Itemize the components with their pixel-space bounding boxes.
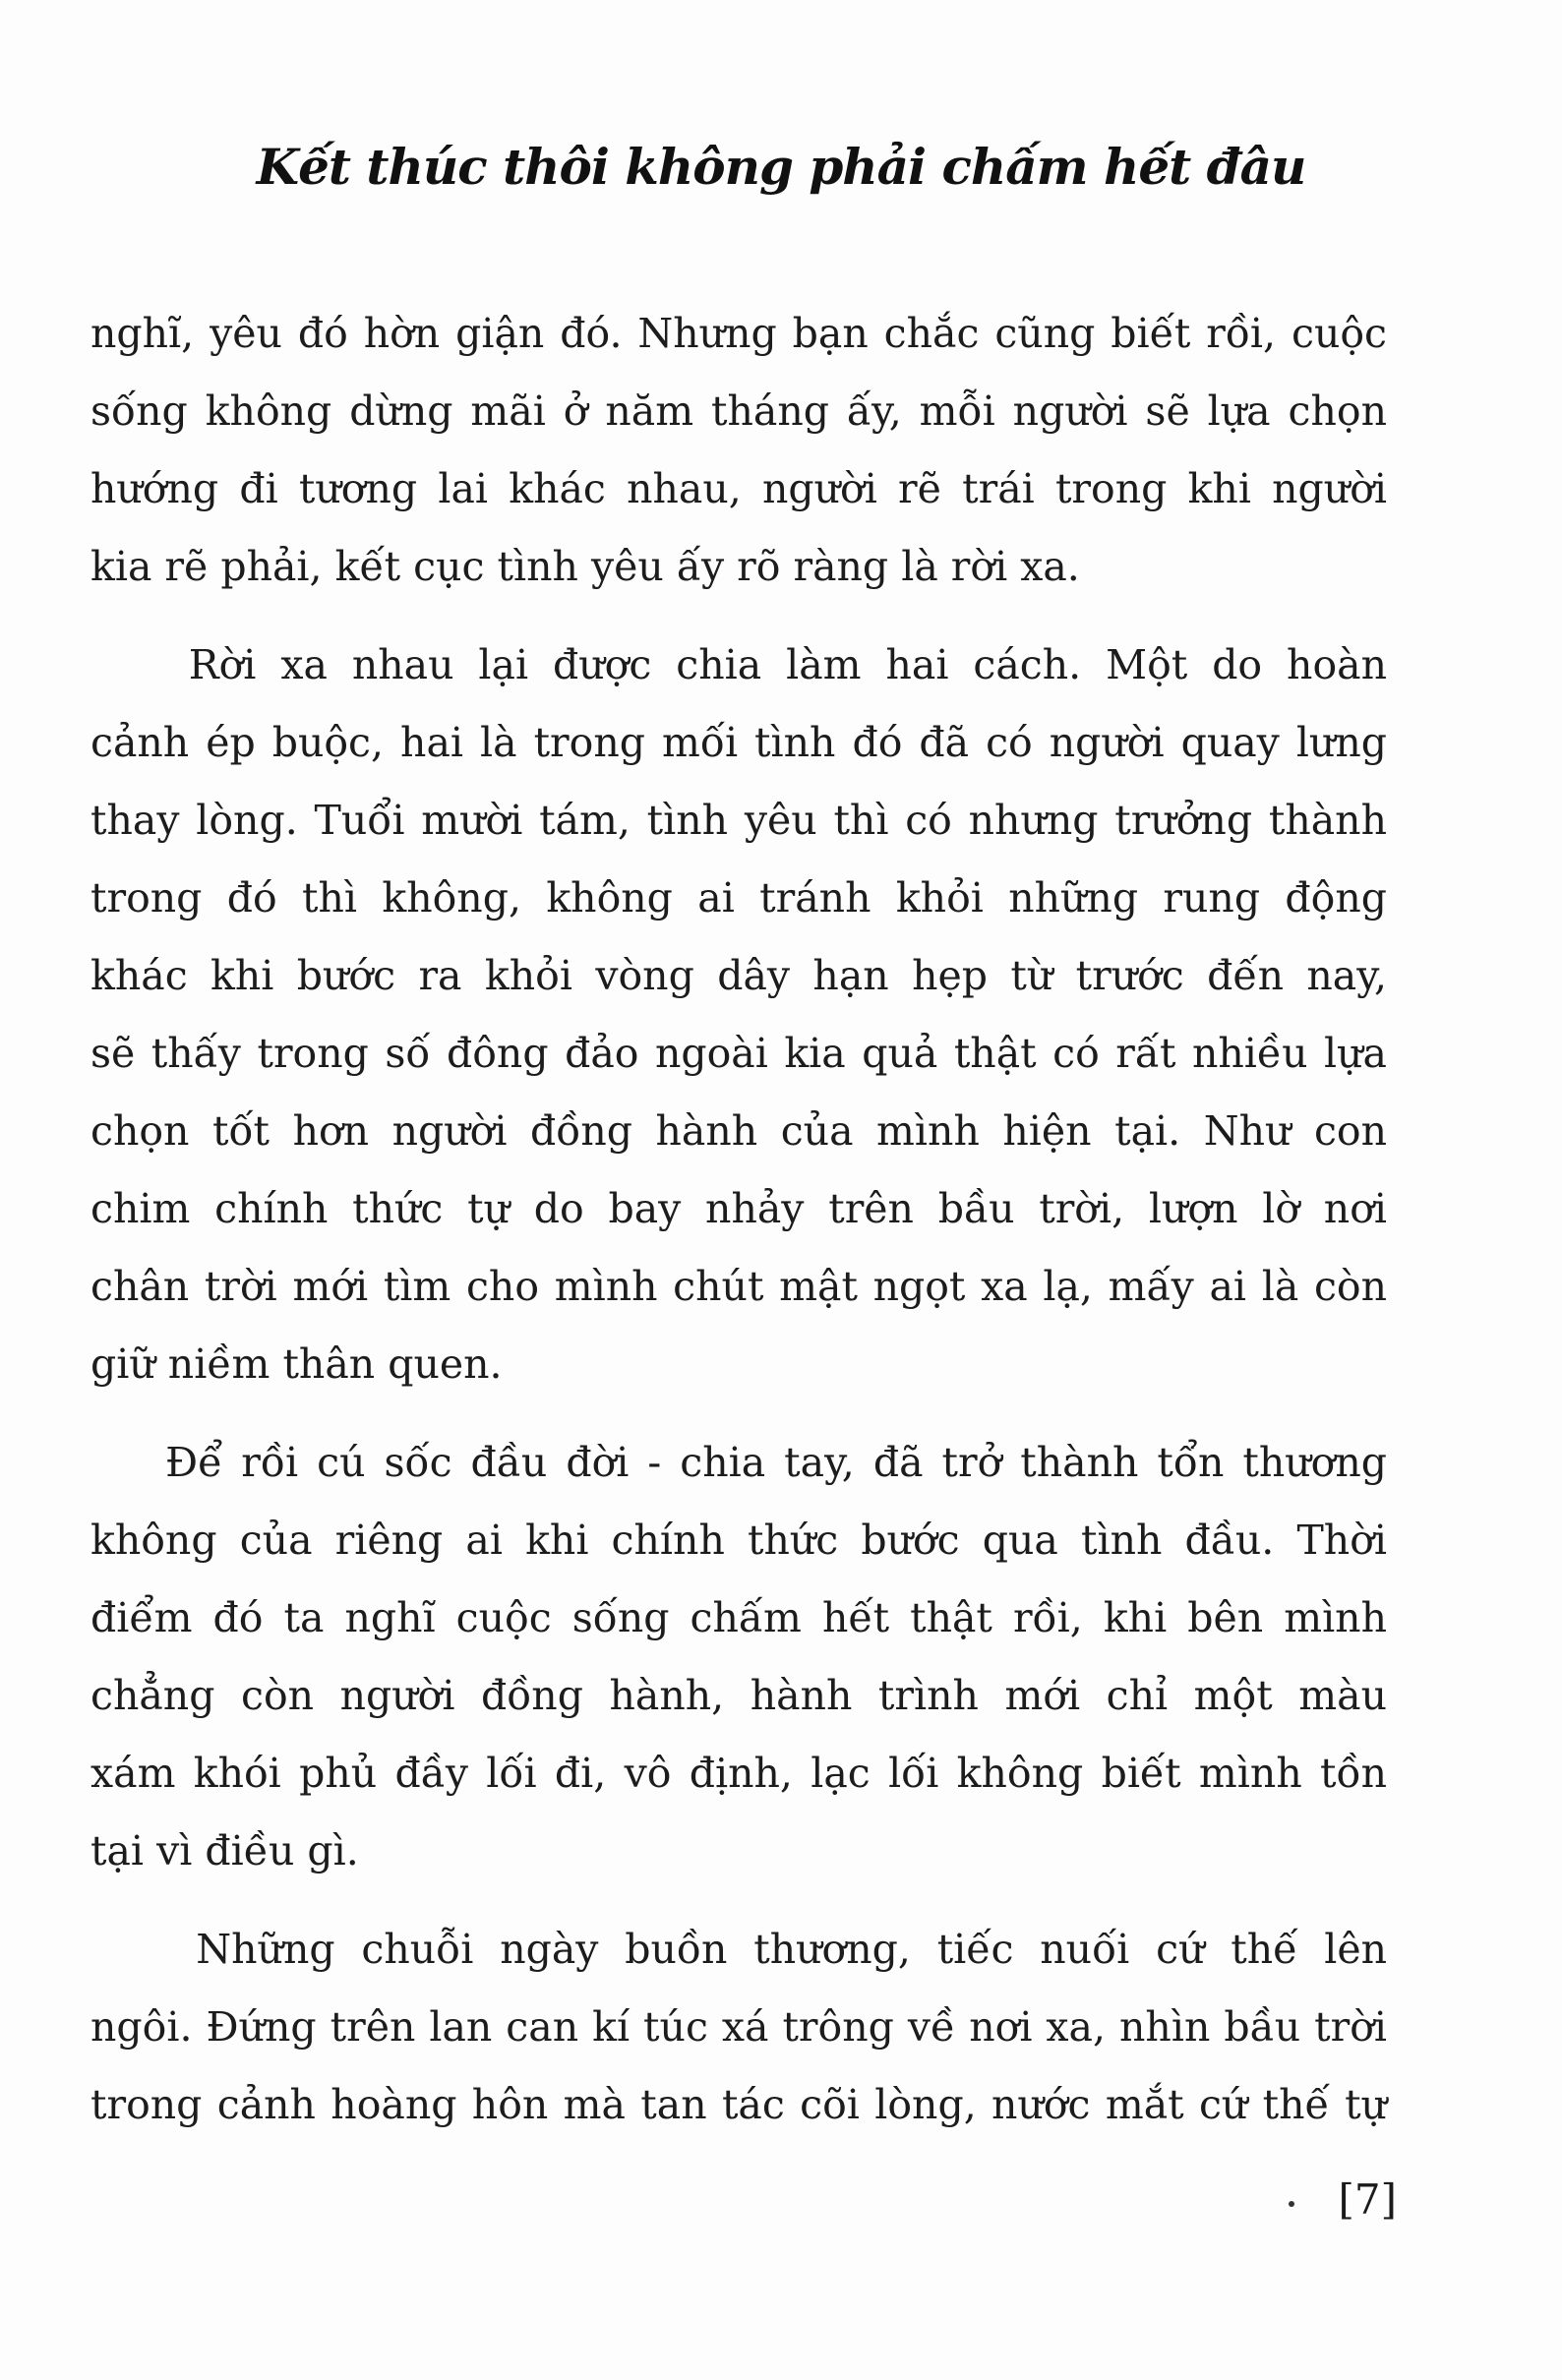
paragraph-4 (90, 1911, 1387, 2144)
text-line: không của riêng ai khi chính thức bước qua tình đầu. Thời (90, 1517, 1387, 1564)
text-line: Những chuỗi ngày buồn thương, tiếc nuối cứ thế lên (90, 1926, 1387, 1973)
text-line: xám khói phủ đầy lối đi, vô định, lạc lối không biết mình tồn (90, 1750, 1387, 1797)
text-line: chim chính thức tự do bay nhảy trên bầu trời, lượn lờ nơi (90, 1185, 1387, 1232)
text-line: cảnh ép buộc, hai là trong mối tình đó đã có người quay lưng (90, 719, 1387, 766)
running-header-title: Kết thúc thôi không phải chấm hết đâu (256, 138, 1306, 196)
text-line: nghĩ, yêu đó hờn giận đó. Nhưng bạn chắc cũng biết rồi, cuộc (90, 310, 1387, 357)
paragraph-2 (90, 626, 1387, 1403)
paragraph-1 (90, 295, 1387, 606)
body-text (90, 295, 1387, 2165)
text-line: chọn tốt hơn người đồng hành của mình hiện tại. Như con (90, 1107, 1387, 1155)
text-line: chân trời mới tìm cho mình chút mật ngọt xa lạ, mấy ai là còn (90, 1263, 1387, 1310)
scan-dot (1289, 2201, 1294, 2207)
text-line: khác khi bước ra khỏi vòng dây hạn hẹp từ trước đến nay, (90, 952, 1387, 999)
text-line: thay lòng. Tuổi mười tám, tình yêu thì có nhưng trưởng thành (90, 797, 1387, 844)
text-line: chẳng còn người đồng hành, hành trình mới chỉ một màu (90, 1672, 1387, 1719)
text-line: tại vì điều gì. (90, 1827, 359, 1874)
text-line: sống không dừng mãi ở năm tháng ấy, mỗi người sẽ lựa chọn (90, 387, 1387, 435)
text-line: ngôi. Đứng trên lan can kí túc xá trông về nơi xa, nhìn bầu trời (90, 2003, 1387, 2051)
text-line: sẽ thấy trong số đông đảo ngoài kia quả thật có rất nhiều lựa (90, 1030, 1387, 1077)
text-line: kia rẽ phải, kết cục tình yêu ấy rõ ràng là rời xa. (90, 543, 1080, 590)
text-line: Rời xa nhau lại được chia làm hai cách. Một do hoàn (90, 641, 1387, 688)
text-line: hướng đi tương lai khác nhau, người rẽ trái trong khi người (90, 465, 1387, 512)
text-line: trong đó thì không, không ai tránh khỏi những rung động (90, 874, 1387, 922)
text-line: giữ niềm thân quen. (90, 1340, 503, 1388)
text-line: điểm đó ta nghĩ cuộc sống chấm hết thật rồi, khi bên mình (90, 1594, 1387, 1641)
text-line: trong cảnh hoàng hôn mà tan tác cõi lòng, nước mắt cứ thế tự (90, 2081, 1387, 2128)
text-line: Để rồi cú sốc đầu đời - chia tay, đã trở thành tổn thương (90, 1439, 1387, 1486)
page-number: [7] (1338, 2175, 1397, 2224)
paragraph-3 (90, 1424, 1387, 1890)
